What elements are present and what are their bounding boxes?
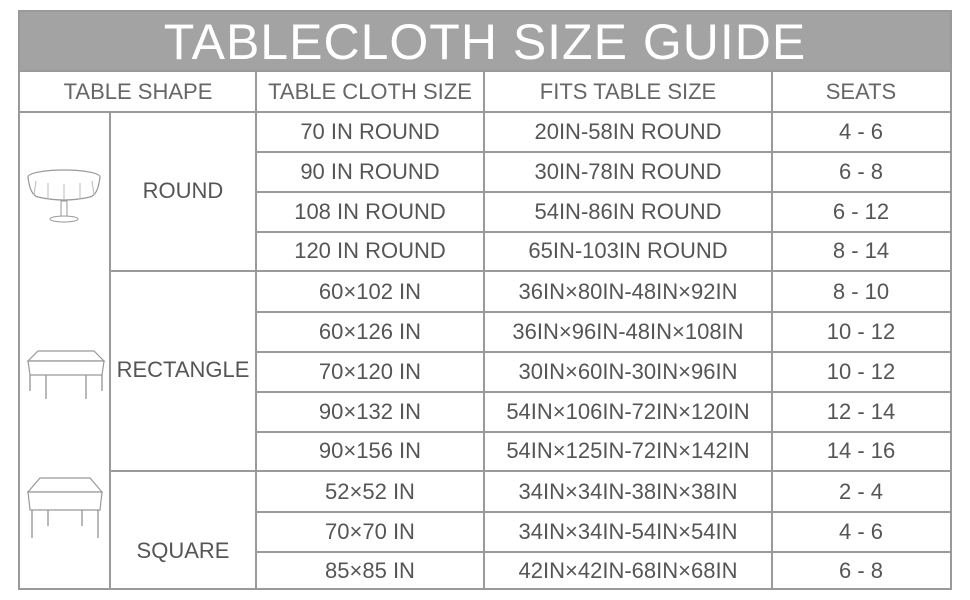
header-table-shape: TABLE SHAPE bbox=[63, 79, 213, 104]
cloth-size-cell: 52×52 IN bbox=[325, 479, 415, 504]
grid-line bbox=[483, 72, 485, 590]
cloth-size-cell: 70 IN ROUND bbox=[300, 119, 440, 144]
cloth-size-cell: 60×102 IN bbox=[318, 279, 422, 304]
fits-size-cell: 36IN×96IN-48IN×108IN bbox=[512, 319, 744, 344]
cloth-size-cell: 90×132 IN bbox=[318, 399, 422, 424]
seats-cell: 12 - 14 bbox=[826, 399, 896, 424]
header-cloth-size: TABLE CLOTH SIZE bbox=[268, 79, 472, 104]
fits-size-cell: 42IN×42IN-68IN×68IN bbox=[518, 558, 738, 583]
fits-size-cell: 20IN-58IN ROUND bbox=[534, 119, 722, 144]
fits-size-cell: 30IN×60IN-30IN×96IN bbox=[518, 359, 738, 384]
page-title: TABLECLOTH SIZE GUIDE bbox=[20, 12, 950, 70]
group-label-square: SQUARE bbox=[136, 538, 230, 563]
fits-size-cell: 65IN-103IN ROUND bbox=[528, 238, 728, 263]
seats-cell: 14 - 16 bbox=[826, 438, 896, 463]
seats-cell: 8 - 14 bbox=[832, 238, 890, 263]
fits-size-cell: 34IN×34IN-54IN×54IN bbox=[518, 519, 738, 544]
fits-size-cell: 36IN×80IN-48IN×92IN bbox=[518, 279, 738, 304]
grid-line bbox=[255, 72, 257, 590]
group-label-rectangle: RECTANGLE bbox=[116, 357, 250, 382]
square-table-icon bbox=[24, 474, 106, 546]
seats-cell: 6 - 8 bbox=[838, 158, 884, 184]
grid-line bbox=[256, 191, 950, 193]
grid-line bbox=[256, 551, 950, 553]
seats-cell: 10 - 12 bbox=[826, 319, 896, 344]
seats-cell: 4 - 6 bbox=[838, 519, 884, 544]
cloth-size-cell: 85×85 IN bbox=[325, 558, 415, 583]
round-table-icon bbox=[24, 167, 104, 227]
cloth-size-cell: 70×120 IN bbox=[318, 359, 422, 384]
header-seats: SEATS bbox=[825, 79, 897, 104]
cloth-size-cell: 108 IN ROUND bbox=[294, 199, 446, 224]
seats-cell: 6 - 12 bbox=[832, 199, 890, 224]
grid-line bbox=[109, 112, 111, 590]
grid-line bbox=[20, 111, 950, 113]
fits-size-cell: 54IN-86IN ROUND bbox=[534, 199, 722, 224]
fits-size-cell: 54IN×106IN-72IN×120IN bbox=[506, 399, 750, 424]
header-fits-size: FITS TABLE SIZE bbox=[539, 79, 717, 104]
grid-line bbox=[110, 470, 950, 472]
grid-line bbox=[771, 72, 773, 590]
seats-cell: 8 - 10 bbox=[832, 279, 890, 304]
grid-line bbox=[256, 311, 950, 313]
seats-cell: 10 - 12 bbox=[826, 359, 896, 384]
grid-line bbox=[256, 151, 950, 153]
fits-size-cell: 30IN-78IN ROUND bbox=[534, 158, 722, 184]
cloth-size-cell: 70×70 IN bbox=[325, 519, 415, 544]
cloth-size-cell: 90×156 IN bbox=[318, 438, 422, 463]
grid-line bbox=[256, 391, 950, 393]
seats-cell: 6 - 8 bbox=[838, 558, 884, 583]
group-label-round: ROUND bbox=[142, 178, 224, 203]
grid-line bbox=[256, 511, 950, 513]
grid-line bbox=[20, 70, 950, 72]
cloth-size-cell: 90 IN ROUND bbox=[300, 158, 440, 184]
size-guide-table bbox=[18, 10, 952, 590]
grid-line bbox=[256, 431, 950, 433]
fits-size-cell: 54IN×125IN-72IN×142IN bbox=[506, 438, 750, 463]
rectangle-table-icon bbox=[24, 347, 106, 403]
seats-cell: 2 - 4 bbox=[838, 479, 884, 504]
fits-size-cell: 34IN×34IN-38IN×38IN bbox=[518, 479, 738, 504]
grid-line bbox=[110, 270, 950, 272]
cloth-size-cell: 120 IN ROUND bbox=[294, 238, 446, 263]
cloth-size-cell: 60×126 IN bbox=[318, 319, 422, 344]
grid-line bbox=[256, 351, 950, 353]
grid-line bbox=[256, 231, 950, 233]
seats-cell: 4 - 6 bbox=[838, 119, 884, 144]
